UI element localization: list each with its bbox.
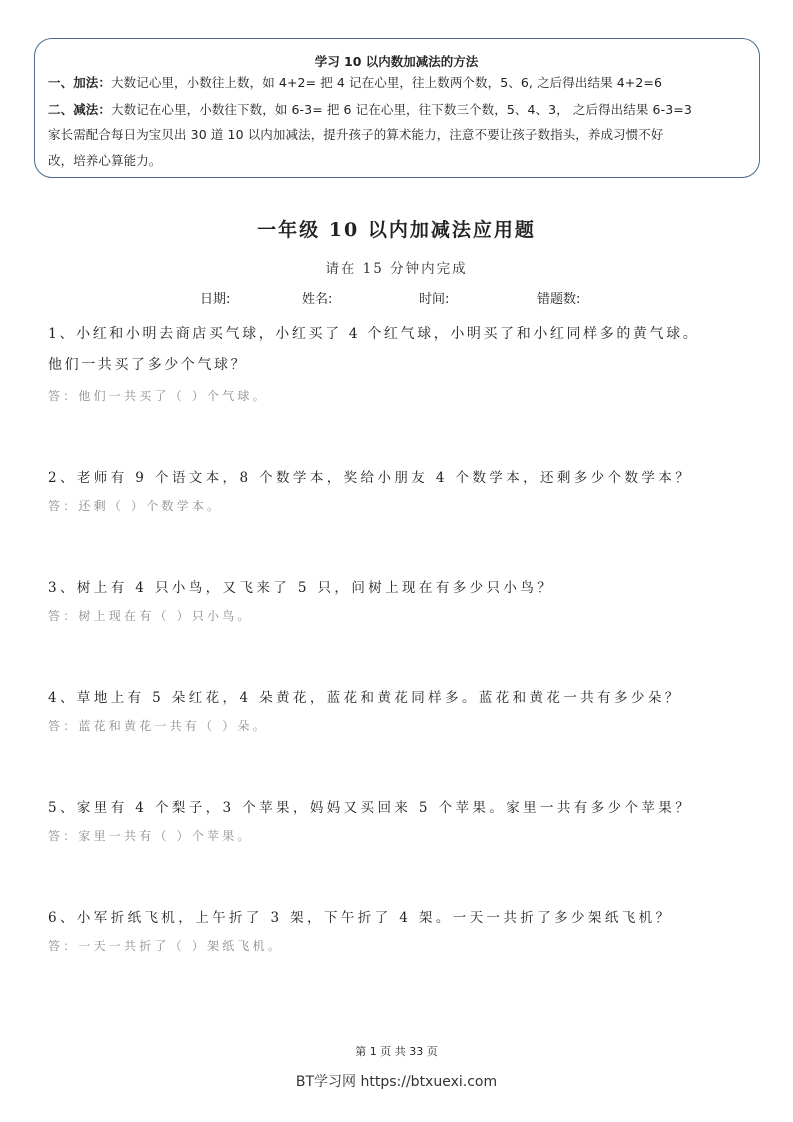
tip-addition: [48, 73, 662, 91]
tips-title: 学习 10 以内数加减法的方法: [314, 54, 479, 69]
tip-addition-label: 一、加法：: [48, 75, 112, 90]
tip-subtraction-label: 二、减法：: [48, 102, 112, 117]
time-label: 时间:: [419, 292, 450, 307]
question-4: 4、草地上有 5 朵红花，4 朵黄花，蓝花和黄花同样多。蓝花和黄花一共有多少朵？: [48, 690, 682, 706]
question-2: 2、老师有 9 个语文本，8 个数学本，奖给小朋友 4 个数学本，还剩多少个数学本？: [48, 470, 693, 486]
name-label: 姓名:: [302, 292, 333, 307]
answer-5: 答：家里一共有（ ）个苹果。: [48, 829, 253, 843]
site-watermark: BT学习网 https://btxuexi.com: [295, 1074, 498, 1090]
tip-note-line1: 家长需配合每日为宝贝出 30 道 10 以内加减法，提升孩子的算术能力，注意不要让孩子数指头，养成习惯不好: [48, 127, 664, 142]
answer-2: 答：还剩（ ）个数学本。: [48, 499, 223, 513]
tip-subtraction-text: 大数记在心里，小数往下数，如 6-3= 把 6 记在心里，往下数三个数，5、4、3， 之后得出结果 6-3=3: [111, 102, 692, 117]
page-number: 第 1 页 共 33 页: [355, 1045, 438, 1058]
tip-subtraction: [48, 100, 692, 118]
question-1-line2: 他们一共买了多少个气球？: [48, 357, 248, 373]
page-title: 一年级 10 以内加减法应用题: [257, 219, 536, 241]
answer-4: 答：蓝花和黄花一共有（ ）朵。: [48, 719, 268, 733]
tip-note-line2: 改，培养心算能力。: [48, 153, 162, 168]
answer-1: 答：他们一共买了（ ）个气球。: [48, 389, 268, 403]
question-1-line1: 1、小红和小明去商店买气球，小红买了 4 个红气球，小明买了和小红同样多的黄气球。: [48, 326, 700, 342]
errors-label: 错题数:: [537, 292, 581, 307]
question-6: 6、小军折纸飞机，上午折了 3 架，下午折了 4 架。一天一共折了多少架纸飞机？: [48, 910, 673, 926]
answer-3: 答：树上现在有（ ）只小鸟。: [48, 609, 253, 623]
answer-6: 答：一天一共折了（ ）架纸飞机。: [48, 939, 284, 953]
date-label: 日期:: [200, 292, 231, 307]
page-subtitle: 请在 15 分钟内完成: [325, 261, 468, 277]
question-5: 5、家里有 4 个梨子，3 个苹果，妈妈又买回来 5 个苹果。家里一共有多少个苹果？: [48, 800, 693, 816]
question-3: 3、树上有 4 只小鸟，又飞来了 5 只，问树上现在有多少只小鸟？: [48, 580, 555, 596]
tip-addition-text: 大数记心里，小数往上数，如 4+2= 把 4 记在心里，往上数两个数，5、6, 之后得出结果 4+2=6: [111, 75, 663, 90]
